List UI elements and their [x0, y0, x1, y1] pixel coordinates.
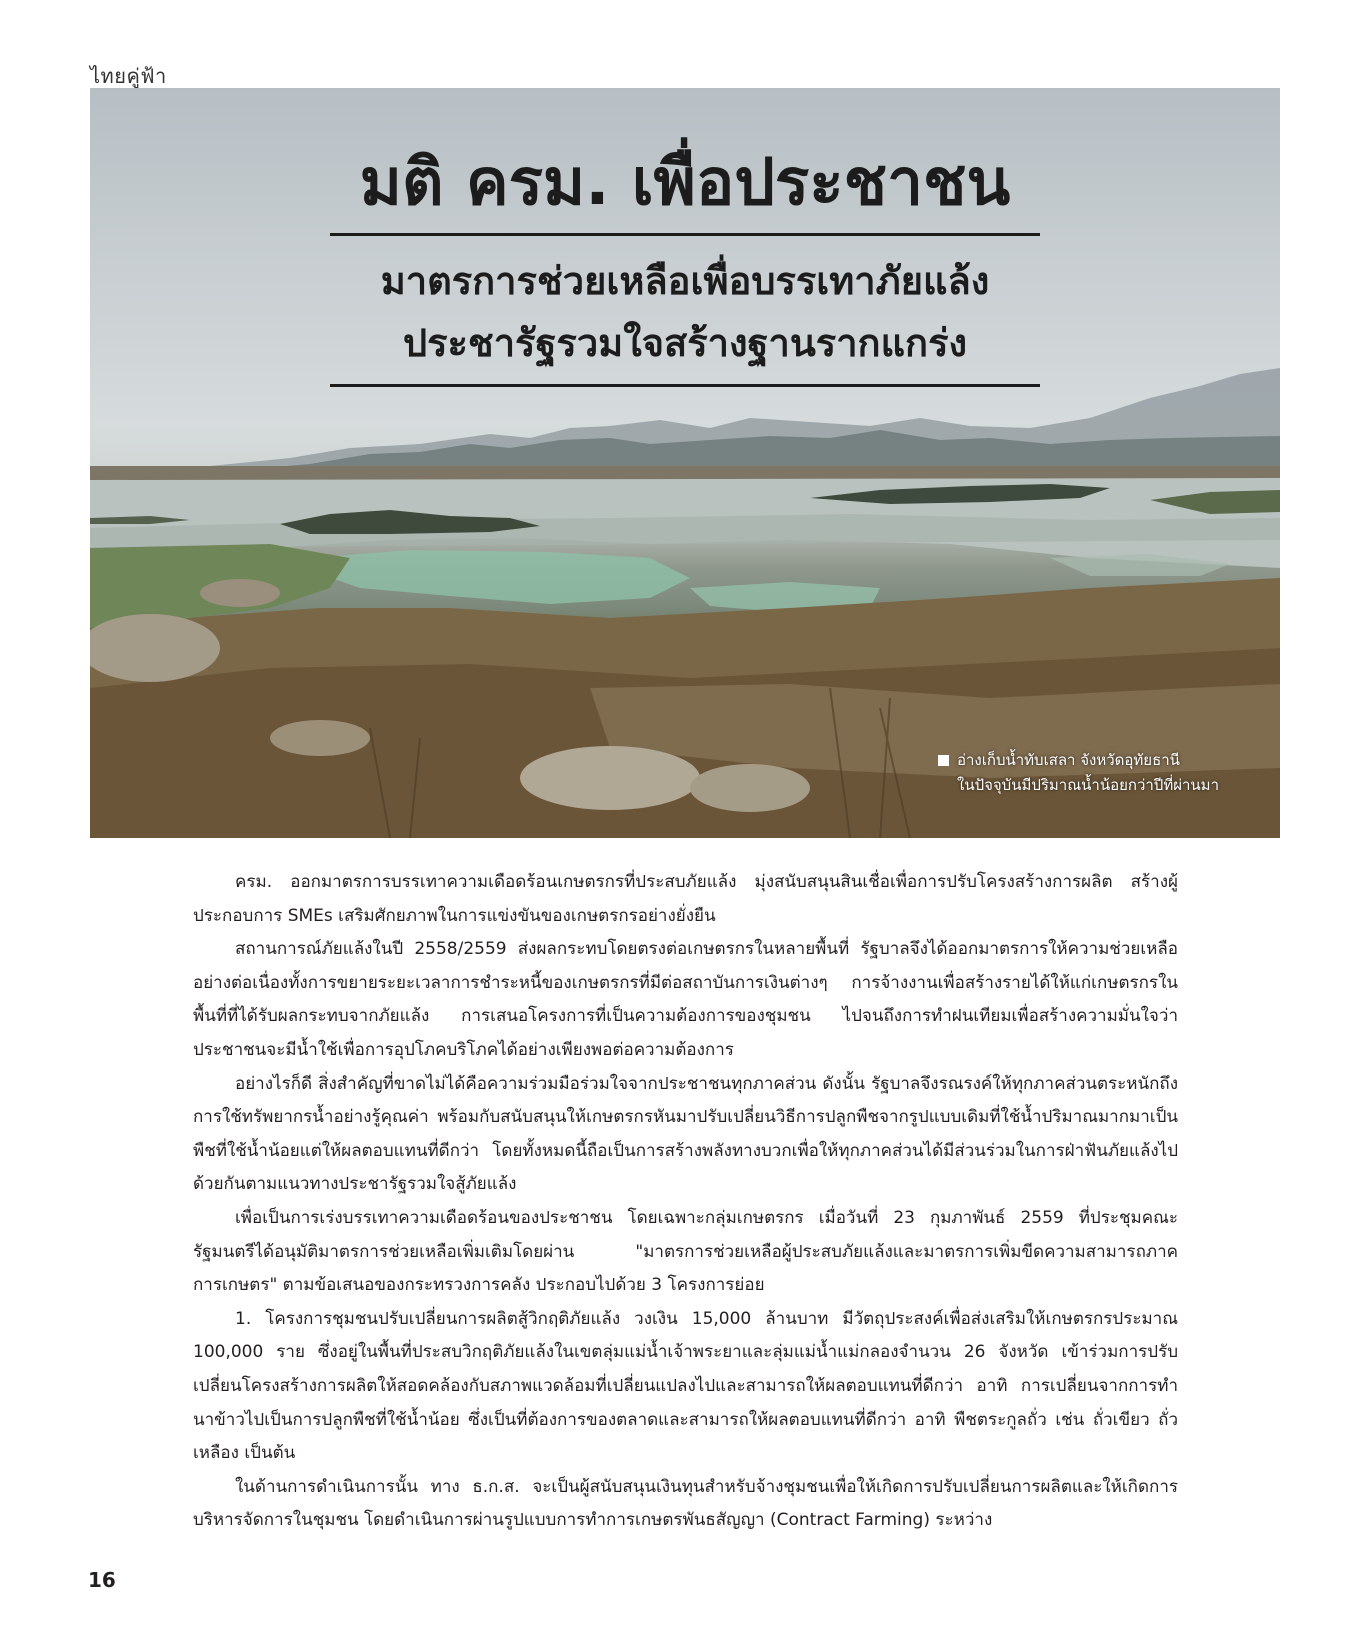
caption-bullet-icon: [938, 755, 949, 766]
title-divider: [330, 233, 1040, 236]
article-body: [193, 866, 1178, 1538]
subtitle-line-1: มาตรการช่วยเหลือเพื่อบรรเทาภัยแล้ง: [380, 259, 990, 303]
hero-photo: [90, 88, 1280, 838]
article-paragraph: สถานการณ์ภัยแล้งในปี 2558/2559 ส่งผลกระทบโดยตรงต่อเกษตรกรในหลายพื้นที่ รัฐบาลจึงได้ออกมาตรการให้ความช่วยเหลืออย่างต่อเนื่องทั้งการขยายระยะเวลาการชำระหนี้ของเกษตรกรที่มีต่อสถาบันการเงินต่างๆ การจ้างงานเพื่อสร้างรายได้ให้แก่เกษตรกรในพื้นที่ที่ได้รับผลกระทบจากภัยแล้ง การเสนอโครงการที่เป็นความต้องการของชุมชน ไปจนถึงการทำฝนเทียมเพื่อสร้างความมั่นใจว่าประชาชนจะมีน้ำใช้เพื่อการอุปโภคบริโภคได้อย่างเพียงพอต่อความต้องการ: [193, 939, 1178, 1060]
subtitle-line-2: ประชารัฐรวมใจสร้างฐานรากแกร่ง: [402, 321, 968, 365]
article-paragraph: อย่างไรก็ดี สิ่งสำคัญที่ขาดไม่ได้คือความร่วมมือร่วมใจจากประชาชนทุกภาคส่วน ดังนั้น รัฐบาลจึงรณรงค์ให้ทุกภาคส่วนตระหนักถึงการใช้ทรัพยากรน้ำอย่างรู้คุณค่า พร้อมกับสนับสนุนให้เกษตรกรหันมาปรับเปลี่ยนวิธีการปลูกพืชจากรูปแบบเดิมที่ใช้น้ำปริมาณมากมาเป็นพืชที่ใช้น้ำน้อยแต่ให้ผลตอบแทนที่ดีกว่า โดยทั้งหมดนี้ถือเป็นการสร้างพลังทางบวกเพื่อให้ทุกภาคส่วนได้มีส่วนร่วมในการฝ่าฟันภัยแล้งไปด้วยกันตามแนวทางประชารัฐรวมใจสู้ภัยแล้ง: [193, 1073, 1178, 1195]
subtitle-divider: [330, 384, 1040, 387]
photo-caption: [938, 748, 1268, 798]
section-label: ไทยคู่ฟ้า: [90, 64, 167, 88]
article-paragraph: 1. โครงการชุมชนปรับเปลี่ยนการผลิตสู้วิกฤติภัยแล้ง วงเงิน 15,000 ล้านบาท มีวัตถุประสงค์เพื่อส่งเสริมให้เกษตรกรประมาณ 100,000 ราย ซึ่งอยู่ในพื้นที่ประสบวิกฤติภัยแล้งในเขตลุ่มแม่น้ำเจ้าพระยาและลุ่มแม่น้ำแม่กลองจำนวน 26 จังหวัด เข้าร่วมการปรับเปลี่ยนโครงสร้างการผลิตให้สอดคล้องกับสภาพแวดล้อมที่เปลี่ยนแปลงไปและสามารถให้ผลตอบแทนที่ดีกว่า อาทิ การเปลี่ยนจากการทำนาข้าวไปเป็นการปลูกพืชที่ใช้น้ำน้อย ซึ่งเป็นที่ต้องการของตลาดและสามารถให้ผลตอบแทนที่ดีกว่า อาทิ พืชตระกูลถั่ว เช่น ถั่วเขียว ถั่วเหลือง เป็นต้น: [193, 1308, 1178, 1464]
article-paragraph: เพื่อเป็นการเร่งบรรเทาความเดือดร้อนของประชาชน โดยเฉพาะกลุ่มเกษตรกร เมื่อวันที่ 23 กุมภาพันธ์ 2559 ที่ประชุมคณะรัฐมนตรีได้อนุมัติมาตรการช่วยเหลือเพิ่มเติมโดยผ่าน "มาตรการช่วยเหลือผู้ประสบภัยแล้งและมาตรการเพิ่มขีดความสามารถภาคการเกษตร" ตามข้อเสนอของกระทรวงการคลัง ประกอบไปด้วย 3 โครงการย่อย: [193, 1207, 1178, 1296]
caption-line-2: ในปัจจุบันมีปริมาณน้ำน้อยกว่าปีที่ผ่านมา: [957, 776, 1219, 794]
article-paragraph: ในด้านการดำเนินการนั้น ทาง ธ.ก.ส. จะเป็นผู้สนับสนุนเงินทุนสำหรับจ้างชุมชนเพื่อให้เกิดการปรับเปลี่ยนการผลิตและให้เกิดการบริหารจัดการในชุมชน โดยดำเนินการผ่านรูปแบบการทำการเกษตรพันธสัญญา (Contract Farming) ระหว่าง: [193, 1476, 1178, 1531]
page-title: มติ ครม. เพื่อประชาชน: [359, 146, 1011, 220]
page-number: 16: [88, 1568, 116, 1592]
title-block: [330, 143, 1040, 401]
article-paragraph: ครม. ออกมาตรการบรรเทาความเดือดร้อนเกษตรกรที่ประสบภัยแล้ง มุ่งสนับสนุนสินเชื่อเพื่อการปรับโครงสร้างการผลิต สร้างผู้ประกอบการ SMEs เสริมศักยภาพในการแข่งขันของเกษตรกรอย่างยั่งยืน: [193, 872, 1178, 926]
caption-line-1: อ่างเก็บน้ำทับเสลา จังหวัดอุทัยธานี: [957, 751, 1180, 769]
